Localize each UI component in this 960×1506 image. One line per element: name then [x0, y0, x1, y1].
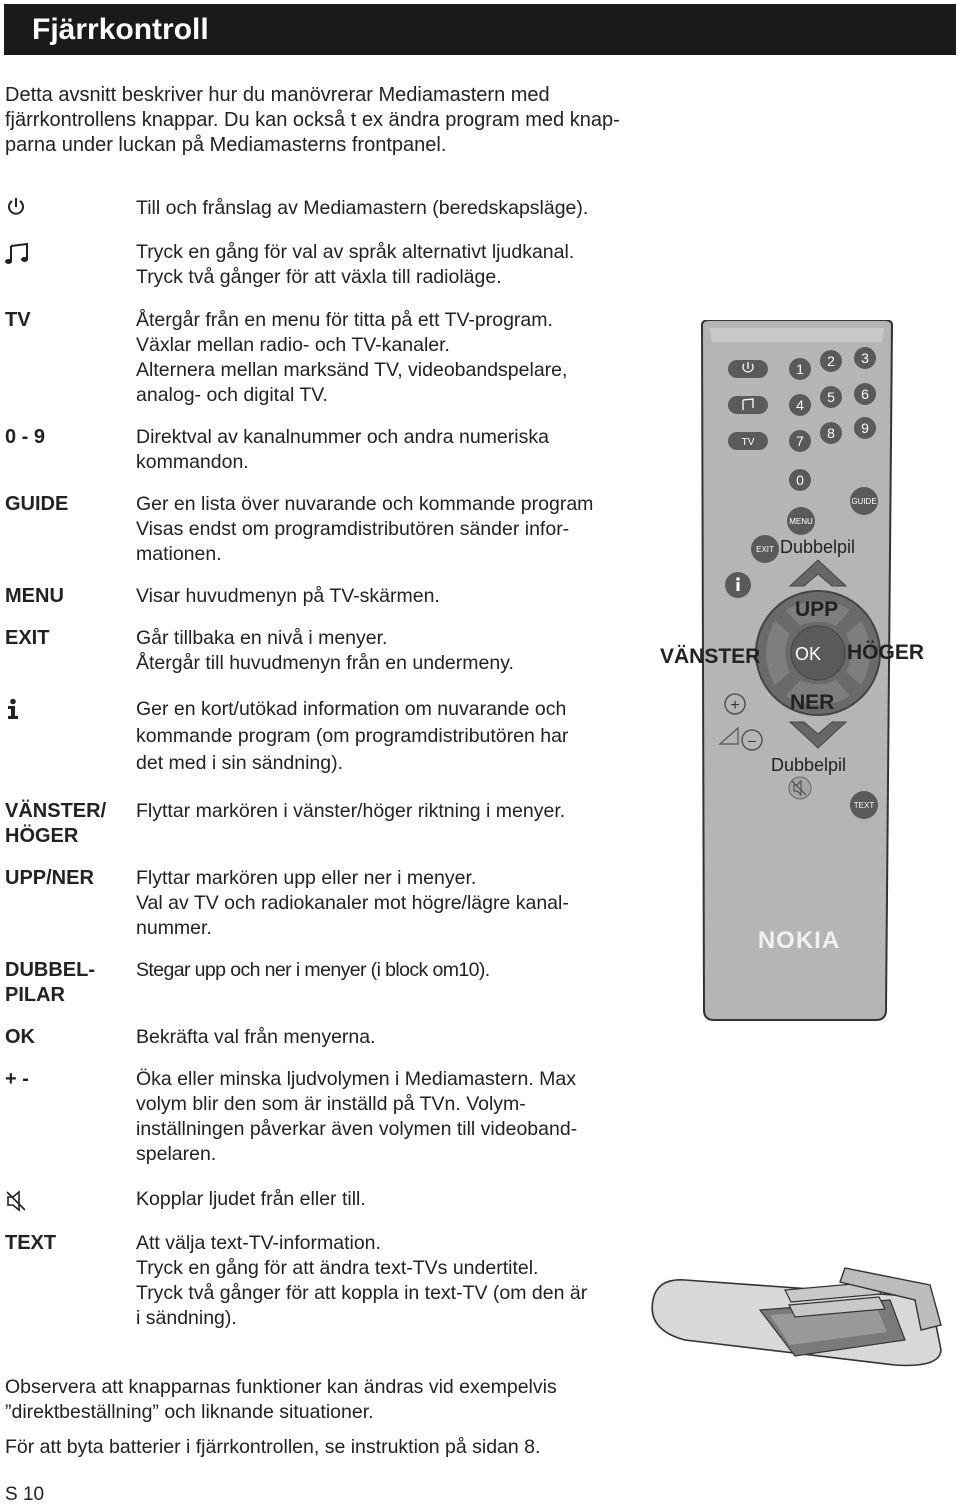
function-description: [136, 425, 626, 475]
info-icon: [5, 698, 21, 727]
volume-up-label: +: [730, 697, 740, 714]
desc-line: Tryck två gånger för att växla till radioläge.: [136, 266, 502, 288]
function-description: [136, 1067, 626, 1167]
desc-line: Tryck en gång för att ändra text-TVs undertitel.: [136, 1257, 539, 1279]
remote-control-illustration: [640, 320, 960, 1080]
digit-label: 3: [861, 350, 869, 366]
desc-line: Alternera mellan marksänd TV, videobandspelare,: [136, 359, 568, 381]
right-callout: HÖGER: [847, 641, 925, 664]
desc-line: det med i sin sändning).: [136, 752, 344, 774]
digit-label: 9: [861, 420, 869, 436]
info-button[interactable]: [725, 572, 751, 598]
audio-button[interactable]: [728, 396, 768, 414]
nokia-logo: NOKIA: [757, 927, 841, 954]
desc-line: Växlar mellan radio- och TV-kanaler.: [136, 334, 450, 356]
key-label: OK: [5, 1026, 35, 1048]
text-button-label: TEXT: [853, 801, 875, 810]
desc-line: Ger en lista över nuvarande och kommande program: [136, 493, 594, 515]
menu-button[interactable]: [787, 507, 815, 535]
desc-line: Att välja text-TV-information.: [136, 1232, 381, 1254]
guide-button-label: GUIDE: [851, 497, 877, 506]
function-description: [136, 240, 626, 290]
desc-line: spelaren.: [136, 1143, 217, 1165]
volume-down-label: –: [748, 732, 756, 748]
menu-button-label: MENU: [789, 517, 813, 526]
footer-note-line: ”direktbeställning” och liknande situationer.: [5, 1401, 374, 1423]
ok-button-label: OK: [794, 644, 822, 664]
mute-icon: [5, 1189, 29, 1220]
digit-label: 5: [827, 389, 835, 405]
function-description: [136, 1231, 626, 1331]
key-label: MENU: [5, 585, 64, 607]
function-description: [136, 696, 626, 777]
key-label: 0 - 9: [5, 426, 46, 448]
double-arrow-up-callout: Dubbelpil: [780, 537, 856, 557]
page-number: S 10: [5, 1484, 45, 1505]
desc-line: Val av TV och radiokanaler mot högre/lägre kanal-: [136, 892, 569, 914]
text-button[interactable]: [850, 791, 878, 819]
mute-button[interactable]: [789, 777, 811, 799]
desc-line: i sändning).: [136, 1307, 237, 1329]
function-description: [136, 799, 626, 824]
function-description: [136, 492, 626, 567]
desc-line: Återgår till huvudmenyn från en undermeny.: [136, 652, 514, 674]
function-description: [136, 196, 626, 221]
battery-note: För att byta batterier i fjärrkontrollen, se instruktion på sidan 8.: [5, 1436, 541, 1458]
left-callout: VÄNSTER: [660, 645, 761, 668]
exit-button[interactable]: [751, 535, 779, 563]
desc-line: nummer.: [136, 917, 212, 939]
digit-label: 2: [827, 353, 835, 369]
key-label: EXIT: [5, 627, 50, 649]
digit-label: 8: [827, 425, 835, 441]
desc-line: Flyttar markören upp eller ner i menyer.: [136, 867, 477, 889]
desc-line: Återgår från en menu för titta på ett TV-program.: [136, 309, 553, 331]
key-label: [5, 799, 106, 849]
function-description: [136, 1187, 626, 1212]
key-label: TV: [5, 309, 31, 331]
intro-line: parna under luckan på Mediamasterns frontpanel.: [5, 134, 447, 156]
desc-line: mationen.: [136, 543, 222, 565]
desc-line: Bekräfta val från menyerna.: [136, 1026, 376, 1048]
function-description: [136, 626, 626, 676]
desc-line: kommande program (om programdistributören har: [136, 725, 569, 747]
digit-label: 7: [796, 433, 804, 449]
digit-label: 6: [861, 386, 869, 402]
header-bar: [4, 4, 956, 55]
desc-line: inställningen påverkar även volymen till videoband-: [136, 1118, 578, 1140]
desc-line: Går tillbaka en nivå i menyer.: [136, 627, 388, 649]
key-label: UPP/NER: [5, 867, 94, 889]
function-description: [136, 1025, 626, 1050]
key-label: + -: [5, 1068, 29, 1090]
power-button[interactable]: [728, 360, 768, 378]
key-label: TEXT: [5, 1232, 57, 1254]
function-description: [136, 584, 626, 609]
digit-label: 4: [796, 397, 804, 413]
desc-line: analog- och digital TV.: [136, 384, 328, 406]
tv-button-label: TV: [741, 437, 755, 448]
desc-line: Stegar upp och ner i menyer (i block om10).: [136, 959, 490, 981]
intro-line: fjärrkontrollens knappar. Du kan också t ex ändra program med knap-: [5, 109, 620, 131]
footer-note-line: Observera att knapparnas funktioner kan ändras vid exempelvis: [5, 1376, 557, 1398]
digit-label: 0: [796, 472, 804, 488]
desc-line: kommandon.: [136, 451, 249, 473]
desc-line: Direktval av kanalnummer och andra numeriska: [136, 426, 549, 448]
exit-button-label: EXIT: [756, 545, 774, 554]
intro-paragraph: [5, 83, 625, 158]
digit-label: 1: [796, 361, 804, 377]
volume-up-button[interactable]: [725, 694, 745, 714]
footer-note: [5, 1375, 557, 1425]
desc-line: volym blir den som är inställd på TVn. Volym-: [136, 1093, 526, 1115]
desc-line: Tryck en gång för val av språk alternativt ljudkanal.: [136, 241, 575, 263]
page-title: Fjärrkontroll: [32, 13, 209, 46]
desc-line: Ger en kort/utökad information om nuvarande och: [136, 698, 567, 720]
power-icon: [5, 196, 27, 225]
desc-line: Tryck två gånger för att koppla in text-TV (om den är: [136, 1282, 588, 1304]
double-arrow-down-callout: Dubbelpil: [771, 755, 847, 775]
function-description: [136, 308, 626, 408]
desc-line: Till och frånslag av Mediamastern (beredskapsläge).: [136, 197, 589, 219]
desc-line: Visar huvudmenyn på TV-skärmen.: [136, 585, 440, 607]
function-description: [136, 958, 626, 983]
music-note-icon: [5, 242, 31, 273]
battery-compartment-illustration: [645, 1260, 945, 1370]
key-label: GUIDE: [5, 493, 69, 515]
intro-line: Detta avsnitt beskriver hur du manövrerar Mediamastern med: [5, 84, 550, 106]
desc-line: Flyttar markören i vänster/höger riktning i menyer.: [136, 800, 566, 822]
key-label-line: HÖGER: [5, 825, 79, 847]
desc-line: Kopplar ljudet från eller till.: [136, 1188, 366, 1210]
desc-line: Öka eller minska ljudvolymen i Mediamastern. Max: [136, 1068, 576, 1090]
function-description: [136, 866, 626, 941]
up-callout: UPP: [795, 598, 839, 621]
guide-button[interactable]: [850, 487, 878, 515]
key-label-line: PILAR: [5, 984, 65, 1006]
key-label: [5, 958, 95, 1008]
desc-line: Visas endst om programdistributören sänder infor-: [136, 518, 570, 540]
key-label-line: DUBBEL-: [5, 959, 95, 981]
down-callout: NER: [790, 691, 835, 714]
volume-down-button[interactable]: [742, 730, 762, 750]
tv-button[interactable]: [728, 432, 768, 450]
key-label-line: VÄNSTER/: [5, 800, 107, 822]
ok-button[interactable]: [791, 626, 845, 680]
